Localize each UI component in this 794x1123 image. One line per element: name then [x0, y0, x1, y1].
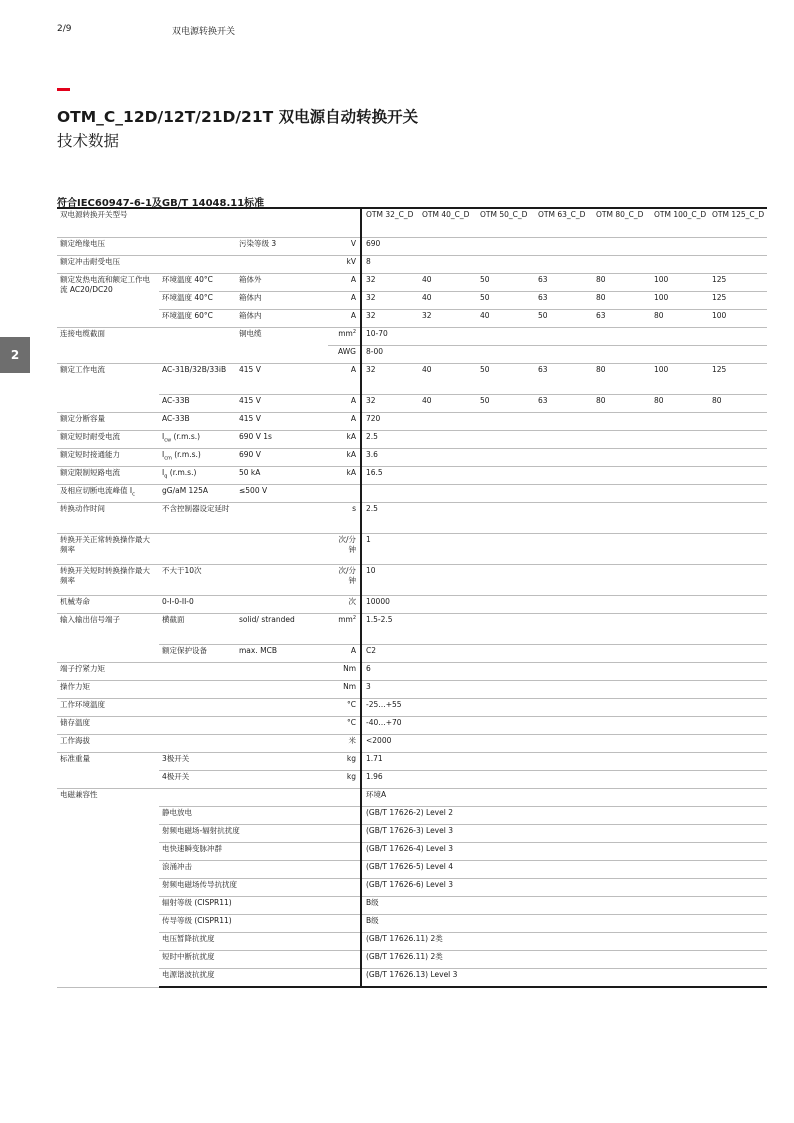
- param-condition: 415 V: [236, 395, 328, 413]
- param-condition: 690 V: [236, 449, 328, 467]
- table-row: [57, 969, 767, 988]
- param-value: 80: [593, 292, 651, 310]
- param-value: 63: [535, 292, 593, 310]
- param-condition: 射频电磁场传导抗扰度: [159, 879, 361, 897]
- param-condition: 额定保护设备: [159, 645, 236, 663]
- table-row: [57, 534, 767, 565]
- param-value: 1.96: [361, 771, 767, 789]
- param-label: 额定短时接通能力: [57, 449, 159, 467]
- param-value: 50: [535, 310, 593, 328]
- param-value: 125: [709, 364, 767, 395]
- param-label: 端子拧紧力矩: [57, 663, 328, 681]
- param-value: 1: [361, 534, 767, 565]
- table-row: [57, 364, 767, 395]
- param-value: B级: [361, 915, 767, 933]
- table-row: [57, 467, 767, 485]
- table-row: [57, 735, 767, 753]
- param-value: 32: [419, 310, 477, 328]
- table-row: [57, 328, 767, 346]
- table-row: [57, 717, 767, 735]
- param-condition: max. MCB: [236, 645, 328, 663]
- table-row: [57, 503, 767, 534]
- param-unit: 次/分钟: [328, 565, 361, 596]
- param-condition: AC-33B: [159, 395, 236, 413]
- param-value: 2.5: [361, 503, 767, 534]
- param-unit: $mm^2$: [328, 614, 361, 645]
- param-condition: 0-I-0-II-0: [159, 596, 236, 614]
- param-label: 工作海拔: [57, 735, 328, 753]
- table-row: [57, 753, 767, 771]
- param-condition: 50 kA: [236, 467, 328, 485]
- model-header-row: [57, 208, 767, 238]
- param-condition: 铜电缆: [239, 329, 262, 338]
- param-value: 80: [593, 274, 651, 292]
- param-value: 2.5: [361, 431, 767, 449]
- param-value: -40…+70: [361, 717, 767, 735]
- table-row: [57, 879, 767, 897]
- param-condition: 箱体内: [236, 292, 328, 310]
- page-number: 2/9: [57, 24, 72, 34]
- param-unit: kA: [328, 449, 361, 467]
- param-unit: s: [328, 503, 361, 534]
- table-row: [57, 395, 767, 413]
- param-value: (GB/T 17626-5) Level 4: [361, 861, 767, 879]
- param-value: B级: [361, 897, 767, 915]
- param-label: 额定限制短路电流: [57, 467, 159, 485]
- param-label: 电磁兼容性: [57, 789, 159, 988]
- param-value: 1.5-2.5: [361, 614, 767, 645]
- param-condition: 箱体内: [236, 310, 328, 328]
- param-value: -25…+55: [361, 699, 767, 717]
- param-value: 100: [651, 364, 709, 395]
- table-row: [57, 614, 767, 645]
- param-condition: $I_{cw}$ (r.m.s.): [159, 431, 236, 449]
- model-header: OTM 63_C_D: [535, 208, 593, 238]
- param-value: 50: [477, 292, 535, 310]
- param-condition: solid/ stranded: [236, 614, 328, 645]
- param-value: (GB/T 17626-2) Level 2: [361, 807, 767, 825]
- param-value: (GB/T 17626.11) 2类: [361, 951, 767, 969]
- param-value: 32: [361, 292, 419, 310]
- table-row: [57, 663, 767, 681]
- param-unit: kg: [328, 753, 361, 771]
- param-unit: kg: [328, 771, 361, 789]
- table-row: [57, 915, 767, 933]
- table-row: [57, 807, 767, 825]
- model-header: OTM 40_C_D: [419, 208, 477, 238]
- param-condition: 电快速瞬变脉冲群: [159, 843, 361, 861]
- table-row: [57, 431, 767, 449]
- param-value: 3.6: [361, 449, 767, 467]
- param-unit: A: [328, 395, 361, 413]
- param-value: 环境A: [361, 789, 767, 807]
- table-row: [57, 413, 767, 431]
- param-value: 63: [593, 310, 651, 328]
- param-condition: 不大于10次: [159, 565, 236, 596]
- table-row: [57, 274, 767, 292]
- table-row: [57, 292, 767, 310]
- param-value: <2000: [361, 735, 767, 753]
- model-label: 双电源转换开关型号: [57, 208, 328, 238]
- table-row: [57, 861, 767, 879]
- param-unit: 次/分钟: [328, 534, 361, 565]
- chapter-tab: 2: [0, 337, 30, 373]
- param-value: 32: [361, 310, 419, 328]
- param-value: 8-00: [361, 346, 767, 364]
- param-label: 连接电缆截面: [57, 328, 236, 364]
- param-value: 80: [593, 364, 651, 395]
- param-label: 额定工作电流: [57, 364, 159, 413]
- param-condition: 电压暂降抗扰度: [159, 933, 361, 951]
- param-unit: A: [328, 364, 361, 395]
- param-value: 100: [651, 292, 709, 310]
- param-value: 32: [361, 274, 419, 292]
- param-condition: gG/aM 125A: [159, 485, 236, 503]
- param-value: (GB/T 17626-6) Level 3: [361, 879, 767, 897]
- param-value: 125: [709, 292, 767, 310]
- param-condition: 415 V: [236, 413, 328, 431]
- param-value: 63: [535, 395, 593, 413]
- param-condition: 静电放电: [159, 807, 361, 825]
- param-unit: V: [328, 238, 361, 256]
- param-condition: 浪涌冲击: [159, 861, 361, 879]
- tech-data-table: [57, 207, 767, 988]
- param-label: 操作力矩: [57, 681, 328, 699]
- param-value: 1.71: [361, 753, 767, 771]
- param-value: (GB/T 17626-3) Level 3: [361, 825, 767, 843]
- param-value: 80: [709, 395, 767, 413]
- param-condition: 环境温度 40°C: [159, 292, 236, 310]
- param-value: 8: [361, 256, 767, 274]
- param-condition: $I_{cm}$ (r.m.s.): [159, 449, 236, 467]
- param-value: 10000: [361, 596, 767, 614]
- table-row: [57, 771, 767, 789]
- param-label: 转换开关正常转换操作最大频率: [57, 534, 159, 565]
- param-unit: 米: [328, 735, 361, 753]
- param-unit: A: [328, 310, 361, 328]
- param-label: 机械寿命: [57, 596, 159, 614]
- param-value: 100: [651, 274, 709, 292]
- model-header: OTM 50_C_D: [477, 208, 535, 238]
- param-condition: 3极开关: [159, 753, 328, 771]
- table-row: [57, 789, 767, 807]
- param-condition: 射频电磁场-辐射抗扰度: [159, 825, 361, 843]
- table-row: [57, 933, 767, 951]
- param-value: 40: [419, 395, 477, 413]
- param-condition: 415 V: [236, 364, 328, 395]
- param-unit: A: [328, 292, 361, 310]
- title-accent-bar: [57, 88, 70, 91]
- param-unit: °C: [328, 699, 361, 717]
- param-label: 标准重量: [57, 753, 159, 789]
- param-value: (GB/T 17626.13) Level 3: [361, 969, 767, 988]
- param-condition: 辐射等级 (CISPR11): [159, 897, 361, 915]
- param-condition: AC-31B/32B/33iB: [159, 364, 236, 395]
- param-value: 80: [651, 310, 709, 328]
- param-condition: 690 V 1s: [236, 431, 328, 449]
- table-row: [57, 256, 767, 274]
- param-unit: Nm: [328, 663, 361, 681]
- table-row: [57, 238, 767, 256]
- param-value: (GB/T 17626-4) Level 3: [361, 843, 767, 861]
- param-value: 50: [477, 274, 535, 292]
- param-condition: 箱体外: [236, 274, 328, 292]
- param-value: 80: [651, 395, 709, 413]
- table-row: [57, 310, 767, 328]
- table-row: [57, 596, 767, 614]
- param-unit: °C: [328, 717, 361, 735]
- param-value: 3: [361, 681, 767, 699]
- param-value: 63: [535, 364, 593, 395]
- param-condition: 污染等级 3: [236, 238, 328, 256]
- param-label: 额定发热电流和额定工作电流 AC20/DC20: [57, 274, 159, 328]
- table-row: [57, 825, 767, 843]
- param-value: 32: [361, 395, 419, 413]
- param-value: 100: [709, 310, 767, 328]
- param-value: 40: [419, 292, 477, 310]
- table-row: [57, 897, 767, 915]
- model-header: OTM 100_C_D: [651, 208, 709, 238]
- param-condition: 短时中断抗扰度: [159, 951, 361, 969]
- param-unit: A: [328, 274, 361, 292]
- param-value: (GB/T 17626.11) 2类: [361, 933, 767, 951]
- param-condition: $I_q$ (r.m.s.): [159, 467, 236, 485]
- param-label: 额定绝缘电压: [57, 238, 236, 256]
- param-condition: 不含控制器设定延时: [159, 503, 236, 534]
- param-value: 50: [477, 395, 535, 413]
- param-label: 额定短时耐受电流: [57, 431, 159, 449]
- param-value: C2: [361, 645, 767, 663]
- table-row: [57, 565, 767, 596]
- model-header: OTM 32_C_D: [361, 208, 419, 238]
- param-value: 63: [535, 274, 593, 292]
- param-label: 储存温度: [57, 717, 328, 735]
- table-row: [57, 485, 767, 503]
- table-row: [57, 843, 767, 861]
- param-value: 720: [361, 413, 767, 431]
- param-condition: 电源谐波抗扰度: [159, 969, 361, 988]
- model-header: OTM 125_C_D: [709, 208, 767, 238]
- param-value: 690: [361, 238, 767, 256]
- param-value: 6: [361, 663, 767, 681]
- param-unit: A: [328, 645, 361, 663]
- param-label: 及相应切断电流峰值 $I_c$: [57, 485, 159, 503]
- param-value: 50: [477, 364, 535, 395]
- table-row: [57, 449, 767, 467]
- param-label: 额定冲击耐受电压: [57, 256, 328, 274]
- param-condition: 环境温度 40°C: [159, 274, 236, 292]
- param-unit: kA: [328, 431, 361, 449]
- model-header: OTM 80_C_D: [593, 208, 651, 238]
- table-row: [57, 681, 767, 699]
- param-value: 16.5: [361, 467, 767, 485]
- param-value: 80: [593, 395, 651, 413]
- param-unit: AWG: [328, 346, 361, 364]
- param-condition: ≤500 V: [236, 485, 328, 503]
- table-row: [57, 699, 767, 717]
- param-label: 输入输出信号端子: [57, 614, 159, 663]
- param-label: 转换动作时间: [57, 503, 159, 534]
- param-unit: 次: [328, 596, 361, 614]
- param-value: 10: [361, 565, 767, 596]
- param-value: 40: [419, 274, 477, 292]
- param-value: 40: [419, 364, 477, 395]
- param-value: 125: [709, 274, 767, 292]
- param-unit: A: [328, 413, 361, 431]
- param-unit: kA: [328, 467, 361, 485]
- param-value: 40: [477, 310, 535, 328]
- standard-heading: 符合IEC60947-6-1及GB/T 14048.11标准: [57, 198, 265, 209]
- param-unit: Nm: [328, 681, 361, 699]
- param-label: 工作环境温度: [57, 699, 328, 717]
- param-condition: 传导等级 (CISPR11): [159, 915, 361, 933]
- param-condition: 横截面: [159, 614, 236, 645]
- param-condition: 环境温度 60°C: [159, 310, 236, 328]
- param-unit: kV: [328, 256, 361, 274]
- table-row: [57, 645, 767, 663]
- running-header: 双电源转换开关: [172, 27, 236, 37]
- param-unit: $mm^2$: [328, 328, 361, 346]
- param-value: 10-70: [361, 328, 767, 346]
- param-condition: AC-33B: [159, 413, 236, 431]
- param-value: 32: [361, 364, 419, 395]
- page-subtitle: 技术数据: [57, 132, 120, 150]
- table-row: [57, 951, 767, 969]
- param-label: 转换开关短时转换操作最大频率: [57, 565, 159, 596]
- param-label: 额定分断容量: [57, 413, 159, 431]
- param-condition: 4极开关: [159, 771, 328, 789]
- page-title: OTM_C_12D/12T/21D/21T 双电源自动转换开关: [57, 108, 419, 126]
